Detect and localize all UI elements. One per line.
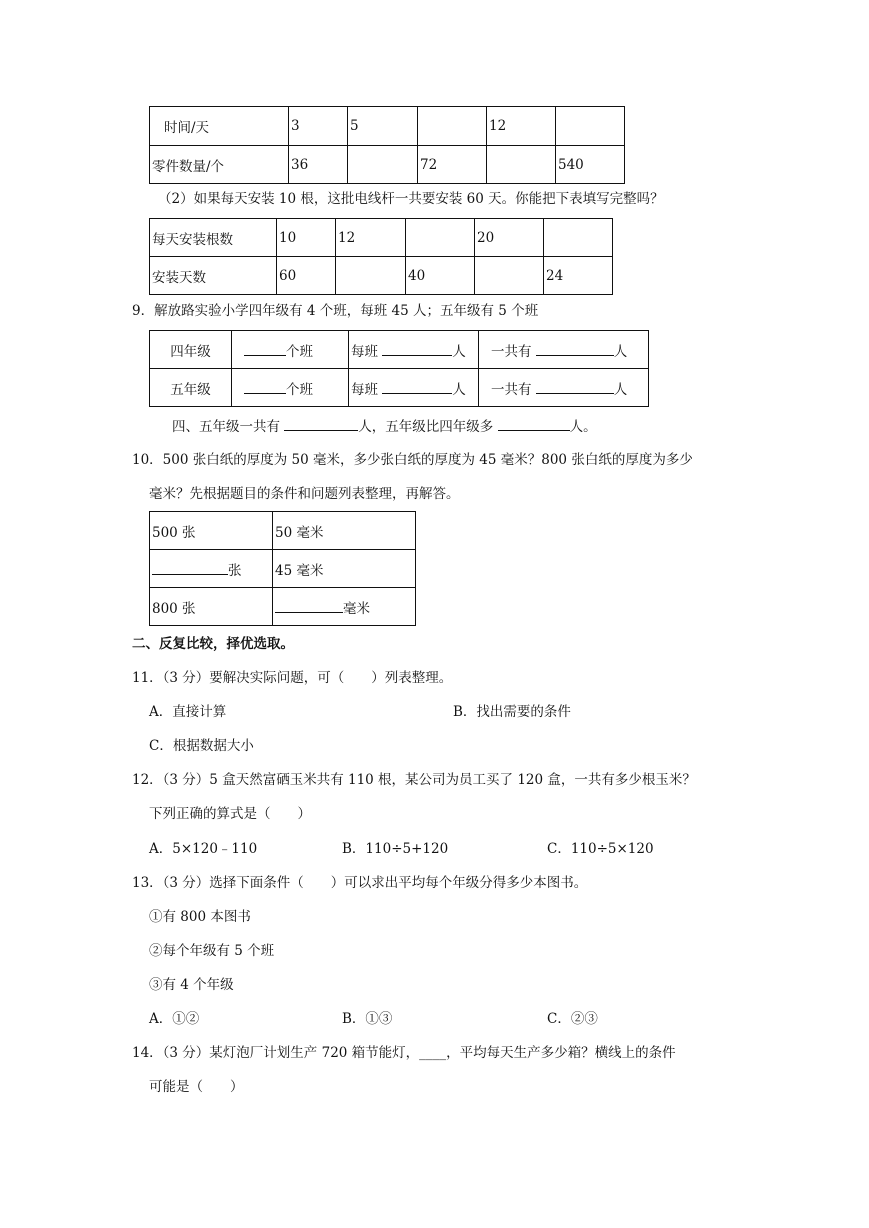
table-cell: 12 xyxy=(336,219,406,257)
table-cell: 60 xyxy=(277,257,336,295)
option-a[interactable]: A．5×120﹣110 xyxy=(149,841,258,857)
question-12-line-1: 12．（3 分）5 盒天然富硒玉米共有 110 根，某公司为员工买了 120 盒，一共有多少根玉米？ xyxy=(132,772,696,788)
option-c[interactable]: C．根据数据大小 xyxy=(149,738,254,754)
table-cell: 3 xyxy=(289,107,348,146)
question-9: 9．解放路实验小学四年级有 4 个班，每班 45 人；五年级有 5 个班 xyxy=(132,303,539,319)
table-cell: 540 xyxy=(556,146,625,184)
class-count-cell: 个班 xyxy=(232,331,349,369)
table-cell: 500 张 xyxy=(150,512,273,550)
total-cell: 一共有 人 xyxy=(479,369,649,407)
option-c[interactable]: C．②③ xyxy=(547,1011,598,1027)
table-cell: 40 xyxy=(406,257,475,295)
class-count-cell: 个班 xyxy=(232,369,349,407)
answer-blank[interactable] xyxy=(536,381,614,394)
option-c[interactable]: C．110÷5×120 xyxy=(547,841,654,857)
table-cell xyxy=(556,107,625,146)
condition-2: ②每个年级有 5 个班 xyxy=(149,943,275,959)
answer-blank[interactable] xyxy=(382,343,452,356)
table-cell: 800 张 xyxy=(150,588,273,626)
answer-blank[interactable] xyxy=(275,600,343,613)
table-cell: 时间/天 xyxy=(150,107,289,146)
table-cell: 安装天数 xyxy=(150,257,277,295)
total-cell: 一共有 人 xyxy=(479,331,649,369)
option-b[interactable]: B．①③ xyxy=(342,1011,393,1027)
question-11: 11．（3 分）要解决实际问题，可（ ）列表整理。 xyxy=(132,670,453,686)
per-class-cell: 每班 人 xyxy=(349,369,479,407)
condition-3: ③有 4 个年级 xyxy=(149,977,234,993)
table-cell xyxy=(406,219,475,257)
answer-blank[interactable] xyxy=(536,343,614,356)
table-cell xyxy=(336,257,406,295)
table-cell: 72 xyxy=(418,146,487,184)
answer-blank[interactable] xyxy=(244,381,286,394)
option-a[interactable]: A．①② xyxy=(149,1011,200,1027)
table-cell: 20 xyxy=(475,219,544,257)
question-12-line-2: 下列正确的算式是（ ） xyxy=(149,806,311,822)
table-cell: 50 毫米 xyxy=(273,512,416,550)
table-cell xyxy=(487,146,556,184)
option-a[interactable]: A．直接计算 xyxy=(149,704,227,720)
table-cell: 12 xyxy=(487,107,556,146)
table-cell: 10 xyxy=(277,219,336,257)
answer-blank[interactable] xyxy=(382,381,452,394)
question-13: 13．（3 分）选择下面条件（ ）可以求出平均每个年级分得多少本图书。 xyxy=(132,875,588,891)
answer-blank[interactable] xyxy=(284,418,358,431)
question-14-line-1: 14．（3 分）某灯泡厂计划生产 720 箱节能灯，____，平均每天生产多少箱？横线上的条件 xyxy=(132,1045,676,1061)
answer-blank[interactable] xyxy=(152,562,228,575)
question-9-summary: 四、五年级一共有 人，五年级比四年级多 人。 xyxy=(172,419,597,435)
table-grade-classes xyxy=(149,330,649,407)
section-2-title: 二、反复比较，择优选取。 xyxy=(132,636,294,652)
table-cell: 36 xyxy=(289,146,348,184)
table-cell: 5 xyxy=(348,107,418,146)
table-cell: 每天安装根数 xyxy=(150,219,277,257)
condition-1: ①有 800 本图书 xyxy=(149,909,251,925)
table-cell xyxy=(418,107,487,146)
question-10-line-2: 毫米？先根据题目的条件和问题列表整理，再解答。 xyxy=(149,486,460,502)
grade-label: 五年级 xyxy=(150,369,232,407)
table-cell: 零件数量/个 xyxy=(150,146,289,184)
option-b[interactable]: B．找出需要的条件 xyxy=(453,704,571,720)
table-cell: 张 xyxy=(150,550,273,588)
table-cell: 毫米 xyxy=(273,588,416,626)
option-b[interactable]: B．110÷5+120 xyxy=(342,841,449,857)
question-14-line-2: 可能是（ ） xyxy=(149,1079,244,1095)
table-cell xyxy=(475,257,544,295)
per-class-cell: 每班 人 xyxy=(349,331,479,369)
table-paper-thickness xyxy=(149,511,416,626)
question-10-line-1: 10．500 张白纸的厚度为 50 毫米，多少张白纸的厚度为 45 毫米？800 张白纸的厚度为多少 xyxy=(132,452,693,468)
grade-label: 四年级 xyxy=(150,331,232,369)
table-cell xyxy=(544,219,613,257)
question-8-part-2: （2）如果每天安装 10 根，这批电线杆一共要安装 60 天。你能把下表填写完整吗？ xyxy=(158,191,664,207)
table-cell: 24 xyxy=(544,257,613,295)
table-poles-install xyxy=(149,218,613,295)
table-parts-per-day xyxy=(149,106,625,184)
answer-blank[interactable] xyxy=(244,343,286,356)
table-cell xyxy=(348,146,418,184)
table-cell: 45 毫米 xyxy=(273,550,416,588)
answer-blank[interactable] xyxy=(498,418,570,431)
